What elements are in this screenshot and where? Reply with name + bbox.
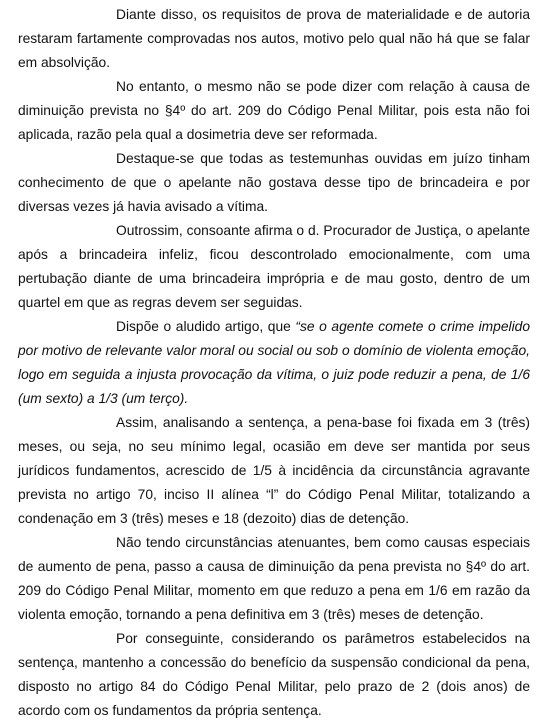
paragraph-artigo-intro: Dispõe o aludido artigo, que (116, 319, 296, 334)
paragraph-causa-diminuicao: No entanto, o mesmo não se pode dizer com relação à causa de diminuição prevista no §4º do art. 209 do Código Penal Militar, pois esta não foi aplicada, razão pela qual a dosimetria deve ser reformada. (18, 79, 530, 142)
paragraph-artigo-citado (18, 315, 530, 411)
paragraph-pena-definitiva: Não tendo circunstâncias atenuantes, bem como causas especiais de aumento de pena, passo a causa de diminuição da pena prevista no §4º do art. 209 do Código Penal Militar, momento em que reduzo a pena em 1/6 em razão da violenta emoção, tornando a pena definitiva em 3 (três) meses de detenção. (18, 535, 530, 622)
document-page (18, 3, 530, 723)
paragraph-procurador: Outrossim, consoante afirma o d. Procurador de Justiça, o apelante após a brincadeira infeliz, ficou descontrolado emocionalmente, com uma pertubação diante de uma brincadeira imprópria e de mau gosto, dentro de um quartel em que as regras devem ser seguidas. (18, 223, 530, 310)
paragraph-materialidade: Diante disso, os requisitos de prova de materialidade e de autoria restaram fartamente comprovadas nos autos, motivo pelo qual não há que se falar em absolvição. (18, 7, 530, 70)
paragraph-suspensao: Por conseguinte, considerando os parâmetros estabelecidos na sentença, mantenho a concessão do benefício da suspensão condicional da pena, disposto no artigo 84 do Código Penal Militar, pelo prazo de 2 (dois anos) de acordo com os fundamentos da própria sentença. (18, 631, 530, 718)
legal-quote: “se o agente comete o crime impelido por motivo de relevante valor moral ou social ou sob o domínio de violenta emoção, logo em seguida a injusta provocação da vítima, o juiz pode reduzir a pena, de 1/6 (um sexto) a 1/3 (um terço). (18, 319, 530, 406)
paragraph-testemunhas: Destaque-se que todas as testemunhas ouvidas em juízo tinham conhecimento de que o apelante não gostava desse tipo de brincadeira e por diversas vezes já havia avisado a vítima. (18, 151, 530, 214)
paragraph-dosimetria: Assim, analisando a sentença, a pena-base foi fixada em 3 (três) meses, ou seja, no seu mínimo legal, ocasião em deve ser mantida por seus jurídicos fundamentos, acrescido de 1/5 à incidência da circunstância agravante prevista no artigo 70, inciso II alínea “l” do Código Penal Militar, totalizando a condenação em 3 (três) meses e 18 (dezoito) dias de detenção. (18, 415, 530, 526)
